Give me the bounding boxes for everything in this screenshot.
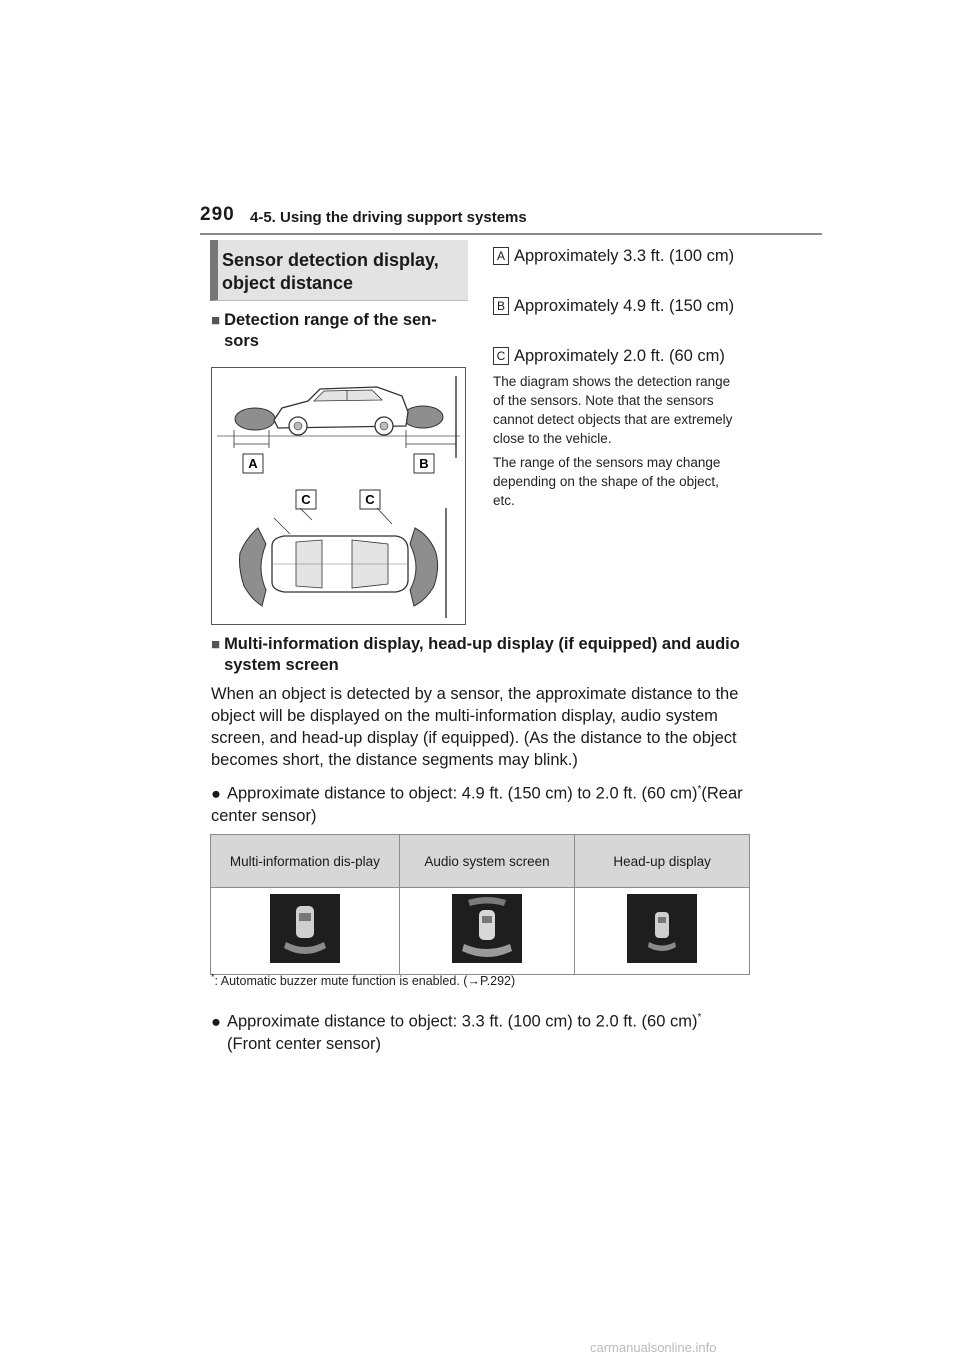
footnote-close: )	[511, 974, 516, 989]
bullet-dot-icon: ●	[211, 1012, 221, 1031]
section-title: 4-5. Using the driving support systems	[250, 209, 527, 226]
bullet-rear-center-text: Approximate distance to object: 4.9 ft. (150 cm) to 2.0 ft. (60 cm)	[227, 784, 698, 803]
page-number: 290	[200, 204, 235, 225]
multi-info-paragraph: When an object is detected by a sensor, the approximate distance to the object will be displayed on the multi-information display, audio system screen, and head-up display (if equipped). (As the distance to the object becomes short, the distance segments may blink.)	[211, 685, 739, 769]
box-heading: Sensor detection display, object distance	[222, 250, 439, 293]
bullet-rear-center-tail: (Rear center sensor)	[211, 784, 743, 825]
multi-info-heading	[211, 634, 771, 676]
footnote-page-ref[interactable]: P.292	[479, 974, 511, 989]
label-b: B	[419, 456, 429, 471]
bullet-front-center-text: Approximate distance to object: 3.3 ft. (100 cm) to 2.0 ft. (60 cm)	[227, 1012, 698, 1031]
table-footnote	[211, 972, 515, 988]
table-cell	[399, 888, 575, 975]
table-header-cell: Audio system screen	[399, 835, 575, 888]
car-side-view	[217, 387, 460, 436]
square-bullet-icon: ■	[211, 312, 221, 329]
multi-info-heading-text: Multi-information display, head-up display (if equipped) and audio system screen	[224, 635, 740, 674]
bullet-dot-icon: ●	[211, 784, 221, 803]
sensor-range-diagram	[212, 368, 465, 624]
detection-range-heading	[211, 310, 466, 352]
bullet-front-center-sup: *	[697, 1012, 702, 1023]
legend-b-box: B	[493, 297, 509, 315]
square-bullet-icon: ■	[211, 636, 221, 653]
detection-range-heading-text: Detection range of the sen-sors	[224, 311, 437, 350]
header-divider	[200, 233, 822, 235]
sensor-range-figure	[211, 367, 466, 625]
arrow-right-icon: →	[467, 974, 480, 989]
head-up-display-image	[627, 894, 697, 963]
table-cell	[211, 888, 400, 975]
table-cell	[575, 888, 750, 975]
footnote-mark: *	[211, 972, 215, 982]
bullet-rear-center-sup: *	[697, 784, 702, 795]
legend-c-text: Approximately 2.0 ft. (60 cm)	[514, 347, 725, 365]
car-top-view	[240, 508, 438, 606]
note-range-may-change: The range of the sensors may change depending on the shape of the object, etc.	[493, 455, 721, 508]
table-header-cell: Multi-information dis-play	[211, 835, 400, 888]
legend-a-text: Approximately 3.3 ft. (100 cm)	[514, 247, 735, 265]
dimension-lines	[234, 430, 456, 448]
bullet-front-center-tail: (Front center sensor)	[227, 1034, 382, 1053]
legend-c-box: C	[493, 347, 509, 365]
table-header-cell: Head-up display	[575, 835, 750, 888]
table-header-row	[211, 835, 750, 888]
bullet-front-center	[211, 1007, 771, 1055]
display-table	[210, 834, 750, 975]
footnote-text: : Automatic buzzer mute function is enabled. (	[214, 974, 468, 989]
label-a: A	[248, 456, 258, 471]
bullet-rear-center	[211, 779, 751, 827]
label-c-right: C	[365, 492, 375, 507]
table-image-row	[211, 888, 750, 975]
note-detection-range: The diagram shows the detection range of the sensors. Note that the sensors cannot detect objects that are extremely close to the vehicle.	[493, 374, 733, 446]
legend-a-box: A	[493, 247, 509, 265]
multi-info-display-image	[270, 894, 340, 963]
watermark: carmanualsonline.info	[590, 1340, 717, 1355]
legend-b-text: Approximately 4.9 ft. (150 cm)	[514, 297, 735, 315]
label-c-left: C	[301, 492, 311, 507]
audio-system-screen-image	[452, 894, 522, 963]
